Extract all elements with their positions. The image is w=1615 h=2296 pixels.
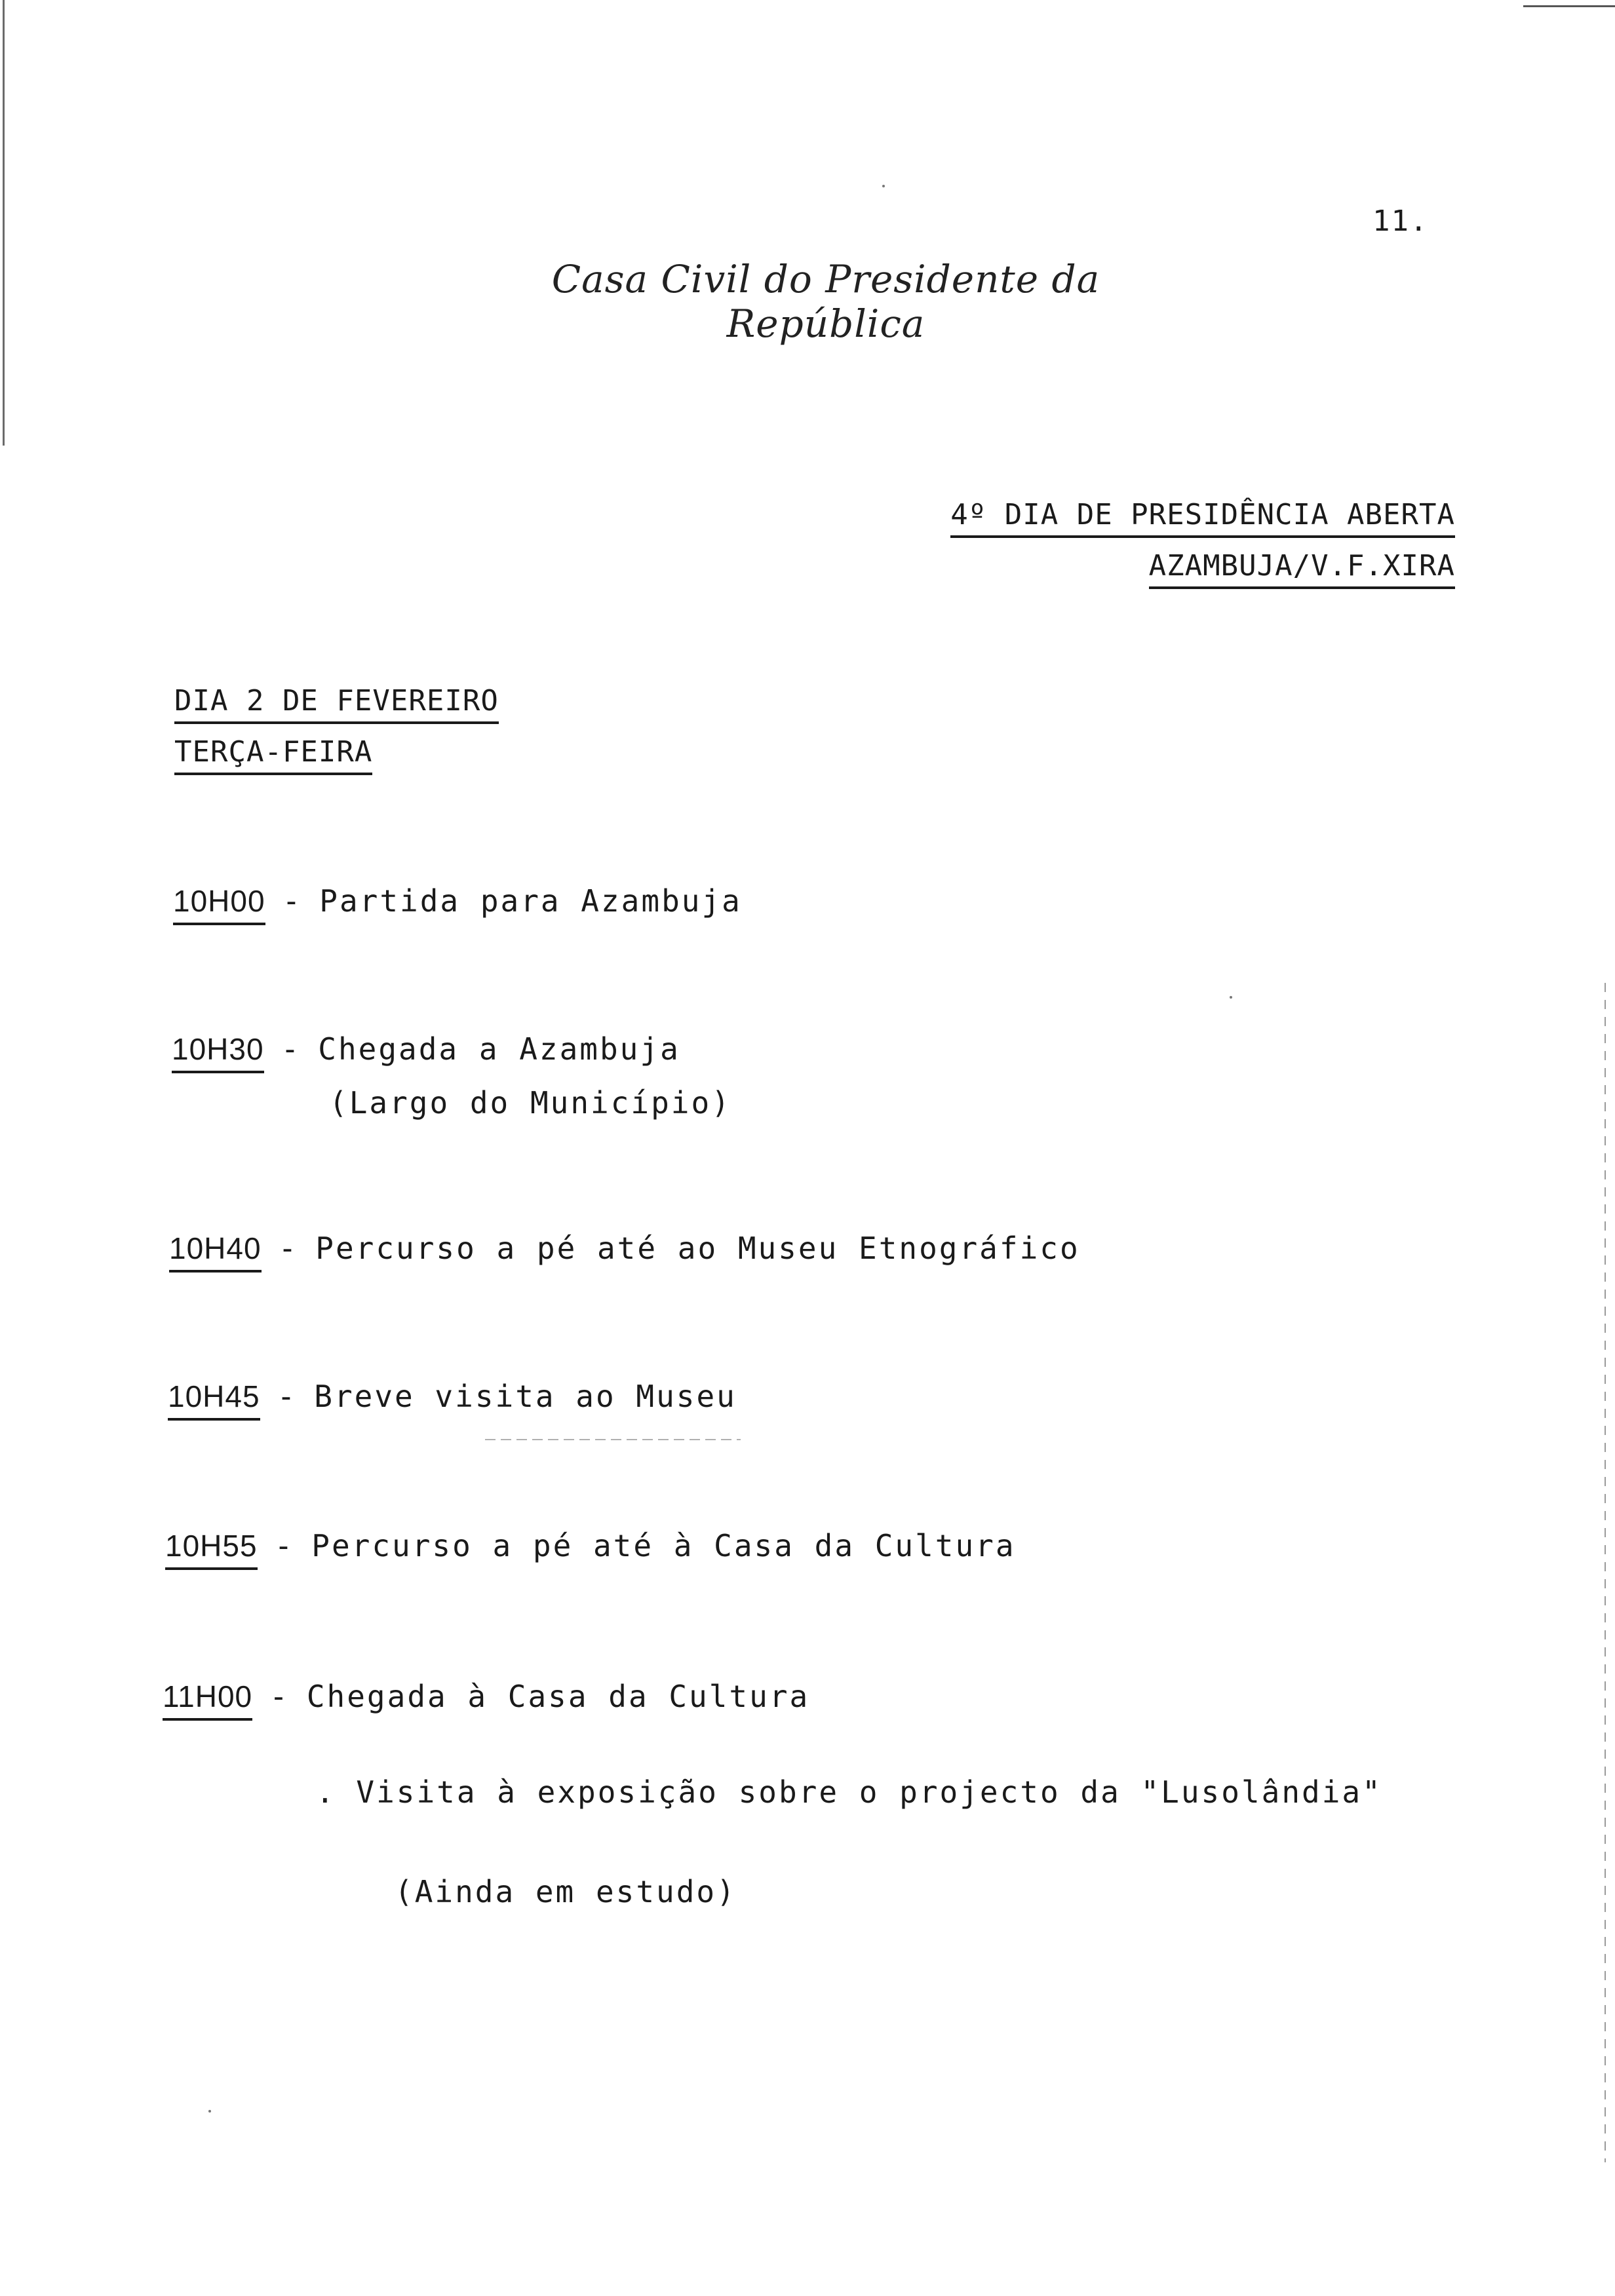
schedule-desc: Chegada a Azambuja xyxy=(318,1031,680,1067)
schedule-desc: Chegada à Casa da Cultura xyxy=(306,1679,810,1714)
schedule-time: 10H40 xyxy=(169,1231,262,1272)
scan-edge-top xyxy=(1523,5,1615,7)
date-heading xyxy=(174,684,499,786)
schedule-desc: Partida para Azambuja xyxy=(319,883,742,919)
page-number: 11. xyxy=(1372,204,1429,238)
scan-speck xyxy=(1230,996,1232,999)
visit-status-note: (Ainda em estudo) xyxy=(395,1874,737,1909)
schedule-desc: Percurso a pé até ao Museu Etnográfico xyxy=(315,1231,1080,1266)
scan-speck xyxy=(208,2110,211,2113)
visit-note: . Visita à exposição sobre o projecto da "Lusolândia" xyxy=(316,1774,1382,1810)
schedule-item: 11H00 - Chegada à Casa da Cultura xyxy=(163,1679,809,1721)
schedule-item: 10H00 - Partida para Azambuja xyxy=(173,883,742,925)
scan-speck xyxy=(882,185,885,187)
scan-edge-right xyxy=(1605,983,1606,2162)
schedule-time: 10H55 xyxy=(165,1528,258,1570)
schedule-item: 10H45 - Breve visita ao Museu xyxy=(168,1379,737,1421)
date-day: DIA 2 DE FEVEREIRO xyxy=(174,684,499,724)
date-weekday: TERÇA-FEIRA xyxy=(174,735,372,775)
scan-faint-line xyxy=(485,1439,741,1440)
schedule-item: 10H55 - Percurso a pé até à Casa da Cultura xyxy=(165,1528,1016,1570)
letterhead: Casa Civil do Presidente da República xyxy=(551,257,1100,346)
schedule-time: 10H00 xyxy=(173,883,265,925)
schedule-item: 10H40 - Percurso a pé até ao Museu Etnográfico xyxy=(169,1231,1080,1272)
program-header xyxy=(950,498,1455,600)
schedule-time: 11H00 xyxy=(163,1679,252,1721)
schedule-time: 10H45 xyxy=(168,1379,260,1421)
scan-edge-left xyxy=(3,0,5,446)
schedule-time: 10H30 xyxy=(172,1031,264,1073)
schedule-desc: Breve visita ao Museu xyxy=(314,1379,737,1414)
schedule-desc: Percurso a pé até à Casa da Cultura xyxy=(311,1528,1016,1563)
schedule-subdesc: (Largo do Município) xyxy=(329,1085,731,1120)
schedule-item: 10H30 - Chegada a Azambuja (Largo do Município) xyxy=(172,1031,731,1120)
program-location: AZAMBUJA/V.F.XIRA xyxy=(1149,549,1455,589)
program-title: 4º DIA DE PRESIDÊNCIA ABERTA xyxy=(950,498,1455,538)
